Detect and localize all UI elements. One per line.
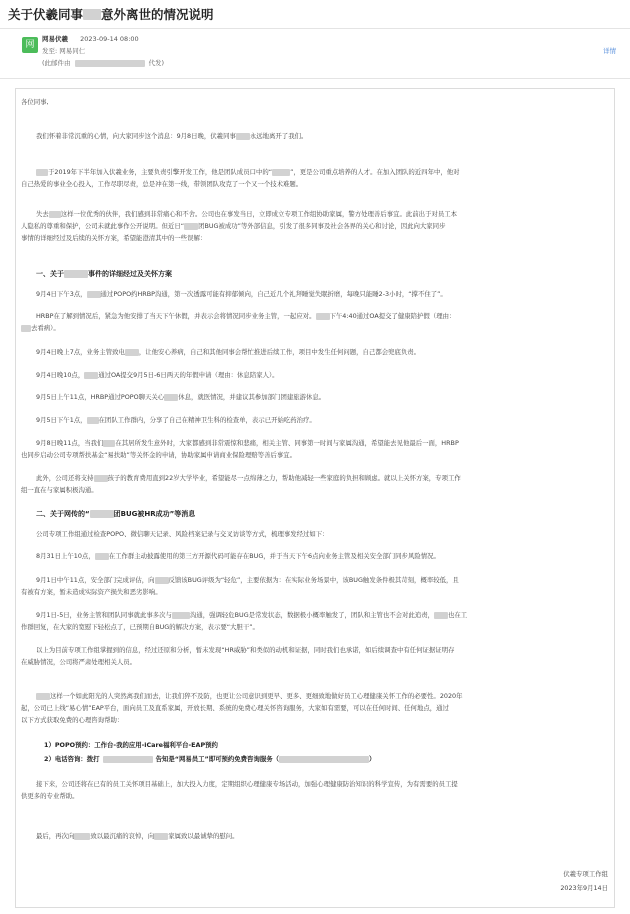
event-item: 9月5日下午1点， 在团队工作群内，分享了自己在精神卫生科的检查单，表示已开始吃药治疗。 [36, 416, 316, 424]
finding-item: 8月31日上午10点， 在工作群主动披露使用的第三方开源代码可能存在BUG，并于当天下午6点向业务主管及相关安全部门同步风险情况。 [36, 552, 440, 560]
finding-item: 9月1日-5日，业务主管和团队同事就此事多次与 沟通，强调轻危BUG是常发状态，数据极小概率触发了，团队和主管也不会对此追责， 也在工 [36, 611, 468, 619]
greeting: 各位同事, [21, 98, 49, 106]
paragraph-loss-cont2: 事情的详细经过及后续的关怀方案，希望能澄清其中的一些误解： [21, 234, 207, 242]
sender-name[interactable]: 网易伏羲 [42, 35, 68, 43]
subject-part: 关于伏羲同事 [8, 7, 84, 22]
paragraph-loss: 失去 这样一位优秀的伙伴，我们感到非常痛心和不舍。公司也在事发当日，立即成立专项工作组协助家属，警方处理善后事宜。此前出于对员工本 [36, 210, 457, 218]
paragraph-background-cont: 自己热爱的事业全心投入，工作尽职尽责，总是冲在第一线，带领团队攻克了一个又一个技术难题。 [21, 180, 303, 188]
paragraph-intro: 我们怀着非常沉重的心情，向大家同步这个消息：9月8日晚，伏羲同事 永远地离开了我们。 [36, 132, 308, 140]
event-item-cont: 去看病）。 [21, 323, 60, 335]
support-paragraph-cont: 组一直在与家属积极沟通。 [21, 486, 98, 494]
finding-conclusion: 以上为目前专项工作组掌握到的信息，经过还原和分析，暂未发现“HR威胁”和类似的动机和证据，同时我们也承诺，如后续调查中有任何证据证明存 [36, 646, 455, 654]
subject-part: 意外离世的情况说明 [101, 7, 214, 22]
eap-paragraph-cont: 起，公司已上线“易心情”EAP平台，面向员工及直系家属，开放长期、系统的免费心理关怀咨询服务，大家如有需要，可以在任何时间、任何地点，通过 [21, 704, 449, 712]
email-header [0, 28, 630, 79]
redacted-name [83, 9, 101, 20]
finding-item: 9月1日中午11点，安全部门完成评估，向 反馈该BUG评级为“轻危”，主要依据为：在实际业务场景中，该BUG触发条件极其苛刻，概率较低，且 [36, 576, 459, 584]
section-heading-2: 二、关于网传的“ 团BUG被HR成功”等消息 [36, 510, 196, 518]
signature-date: 2023年9月14日 [560, 884, 608, 892]
closing-line: 最后，再次向 致以最沉痛的哀悼，向 家属致以最诚挚的慰问。 [36, 832, 239, 840]
event-item: 9月4日晚上7点，业务主管致电 ，让他安心养病，自己和其他同事会帮忙推进后续工作，项目中发生任何问题，自己都会兜底负责。 [36, 348, 421, 356]
eap-option-phone: 2）电话咨询：拨打 告知是“网易员工”即可预约免费咨询服务（ ） [44, 755, 376, 763]
support-paragraph: 此外，公司还将支持 孩子的教育费用直到22岁大学毕业，希望能尽一点绵薄之力，帮助他减轻一些家庭的负担和顾虑。就以上关怀方案，专项工作 [36, 474, 461, 482]
email-body [15, 88, 615, 908]
finding-conclusion-cont: 在威胁情况，公司将严肃处理相关人员。 [21, 658, 137, 666]
eap-option-popo: 1）POPO预约：工作台-我的应用-iCare福利平台-EAP预约 [44, 741, 218, 749]
proxy-note: (此邮件由 代发) [42, 59, 165, 67]
section-heading-1: 一、关于 事件的详细经过及关怀方案 [36, 270, 172, 278]
signature: 伏羲专项工作组 [563, 870, 608, 878]
finding-intro: 公司专项工作组通过检查POPO、微信聊天记录、风险档案记录与交叉访谈等方式，梳理事发经过如下： [36, 530, 329, 538]
recipient-line: 发至: 网易同仁 [42, 47, 86, 55]
redacted-proxy [75, 60, 145, 67]
event-item: HRBP在了解到情况后，紧急为他安排了当天下午休假，并表示会将情况同步业务主管，一起应对。 下午4:40通过OA提交了健康陪护假（理由： [36, 312, 456, 320]
sender-line [42, 34, 139, 43]
sender-avatar: 网 [22, 37, 38, 53]
sent-time: 2023-09-14 08:00 [80, 35, 139, 43]
event-item: 9月4日下午3点， 通过POPO约HRBP沟通，第一次透露可能有抑郁倾向，自己近几个礼拜睡觉失眠折磨，每晚只能睡2-3小时，“撑不住了”。 [36, 290, 447, 298]
event-item: 9月8日晚11点，当我们 在其居所发生意外时，大家都感到非常震惊和悲痛，相关主管、同事第一时间与家属沟通，希望能去见他最后一面，HRBP [36, 439, 459, 447]
followup-paragraph-cont: 供更多的专业帮助。 [21, 792, 79, 800]
finding-item-cont: 有被有方案，暂未造成实际资产损失和恶劣影响。 [21, 588, 162, 596]
paragraph-loss-cont: 人隐私的尊重和保护，公司未就此事作公开说明。但近日“ 团BUG被成功”等外部信息，引发了很多同事及社会各界的关心和讨论，因此向大家同步 [21, 222, 446, 230]
event-item: 9月4日晚10点， 通过OA提交9月5日-6日两天的年假申请（理由：休息陪家人）。 [36, 371, 279, 379]
details-link[interactable]: 详情 [603, 47, 616, 55]
paragraph-background: 于2019年下半年加入伏羲业务，主要负责引擎开发工作，他是团队成员口中的“ ”，更是公司重点培养的人才。在加入团队的近四年中，他对 [36, 167, 460, 179]
eap-paragraph: 这样一个如此阳光的人突然离我们而去，让我们猝不及防，也更让公司意识到更早、更多、更细致地做好员工心理健康关怀工作的必要性。2020年 [36, 691, 462, 703]
eap-paragraph-cont2: 以下方式获取免费的心理咨询帮助： [21, 716, 124, 724]
event-item: 9月5日上午11点，HRBP通过POPO聊天关心 休息，就医情况，并建议其参加部门团建旅游休息。 [36, 393, 326, 401]
finding-item-cont: 作群回复，在大家的宽慰下轻松点了，已预期自BUG的解决方案，表示要“大胆干”。 [21, 623, 259, 631]
email-subject [0, 0, 630, 28]
followup-paragraph: 接下来，公司还将在已有的员工关怀项目基础上，加大投入力度，定期组织心理健康专场活动，加强心理健康防治知识的科学宣传，为有需要的员工提 [36, 780, 458, 788]
event-item-cont: 也同步启动公司专项帮扶基金“易扶助”等关怀金的申请，协助家属申请商业保险理赔等善后事宜。 [21, 451, 297, 459]
